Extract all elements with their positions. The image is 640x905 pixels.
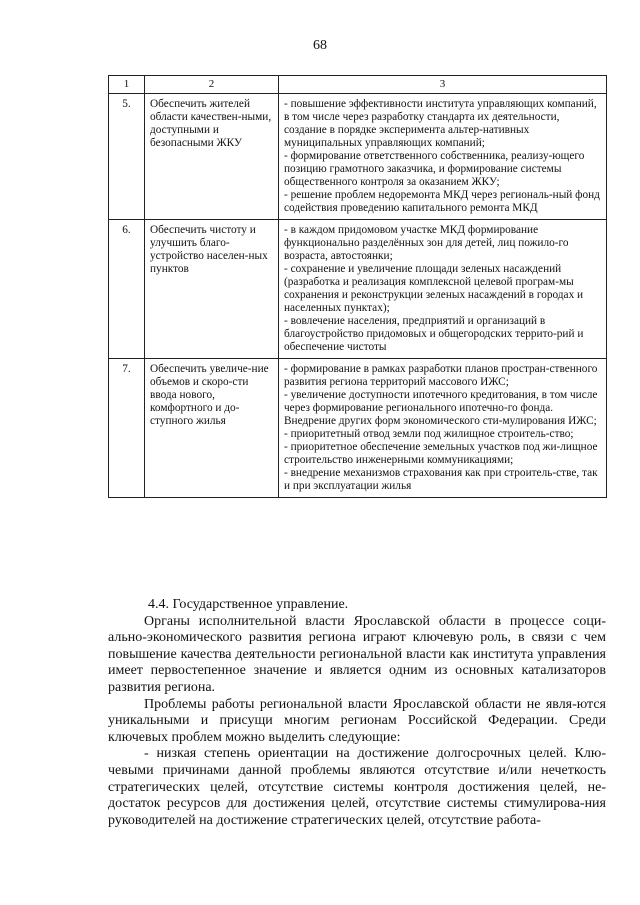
measure-item: - повышение эффективности института управляющих компаний, в том числе через разработку стандарта их деятельности, создание в порядке эксперимента альтер-нативных муниципальных управляющих компаний; — [284, 98, 597, 149]
goals-table — [108, 75, 607, 498]
row-goal: Обеспечить жителей области качествен-ными, доступными и безопасными ЖКУ — [145, 94, 279, 220]
paragraph: Органы исполнительной власти Ярославской области в процессе соци-ально-экономического развития региона играют ключевую роль, в связи с чем повышение качества деятельности региональной власти как института управления имеет первостепенное значение и является одним из основных катализаторов развития региона. — [108, 613, 606, 695]
measure-item: - сохранение и увеличение площади зеленых насаждений (разработка и реализация комплексной целевой програм-мы сохранения и реконструкции зеленых насаждений в городах и населенных пунктах); — [284, 263, 584, 314]
column-header: 3 — [279, 76, 607, 94]
measure-item: - формирование в рамках разработки планов простран-ственного развития региона территорий массового ИЖС; — [284, 363, 598, 388]
measure-item: - вовлечение населения, предприятий и организаций в благоустройство придомовых и общегородских террито-рий и обеспечение чистоты — [284, 315, 584, 353]
measure-item: - увеличение доступности ипотечного кредитования, в том числе через формирование регионального ипотечно-го фонда. Внедрение других форм экономического сти-мулирования ИЖС; — [284, 389, 598, 427]
row-measures — [279, 94, 607, 220]
section-heading: 4.4. Государственное управление. — [148, 597, 349, 612]
row-goal: Обеспечить чистоту и улучшить благо-устройство населен-ных пунктов — [145, 220, 279, 359]
measure-item: - решение проблем недоремонта МКД через региональ-ный фонд содействия проведению капитального ремонта МКД — [284, 189, 600, 214]
table-row — [109, 94, 607, 220]
paragraph: - низкая степень ориентации на достижение долгосрочных целей. Клю-чевыми причинами данной проблемы являются отсутствие и/или нечеткость стратегических целей, отсутствие системы контроля достижения целей, не-достаток ресурсов для достижения целей, отсутствие системы стимулирова-ния руководителей на достижение стратегических целей, отсутствие работа- — [108, 746, 606, 828]
measure-item: - приоритетное обеспечение земельных участков под жи-лищное строительство инженерными коммуникациями; — [284, 441, 598, 466]
table-row — [109, 220, 607, 359]
measure-item: - формирование ответственного собственника, реализу-ющего позицию грамотного заказчика, и формирование системы общественного контроля за оказанием ЖКУ; — [284, 150, 585, 188]
measure-item: - внедрение механизмов страхования как при строитель-стве, так и при эксплуатации жилья — [284, 467, 598, 492]
row-number: 7. — [109, 359, 145, 498]
column-header: 2 — [145, 76, 279, 94]
table-header-row — [109, 76, 607, 94]
column-header: 1 — [109, 76, 145, 94]
measure-item: - в каждом придомовом участке МКД формирование функционально разделённых зон для детей, лиц пожило-го возраста, автостоянки; — [284, 224, 569, 262]
row-number: 6. — [109, 220, 145, 359]
row-number: 5. — [109, 94, 145, 220]
row-goal: Обеспечить увеличе-ние объемов и скоро-сти ввода нового, комфортного и до-ступного жилья — [145, 359, 279, 498]
row-measures — [279, 220, 607, 359]
page-number: 68 — [313, 38, 327, 53]
row-measures — [279, 359, 607, 498]
body-text — [108, 597, 606, 829]
table-row — [109, 359, 607, 498]
measure-item: - приоритетный отвод земли под жилищное строитель-ство; — [284, 428, 574, 440]
paragraph: Проблемы работы региональной власти Ярославской области не явля-ются уникальными и присущи многим регионам Российской Федерации. Среди ключевых проблем можно выделить следующие: — [108, 696, 606, 745]
